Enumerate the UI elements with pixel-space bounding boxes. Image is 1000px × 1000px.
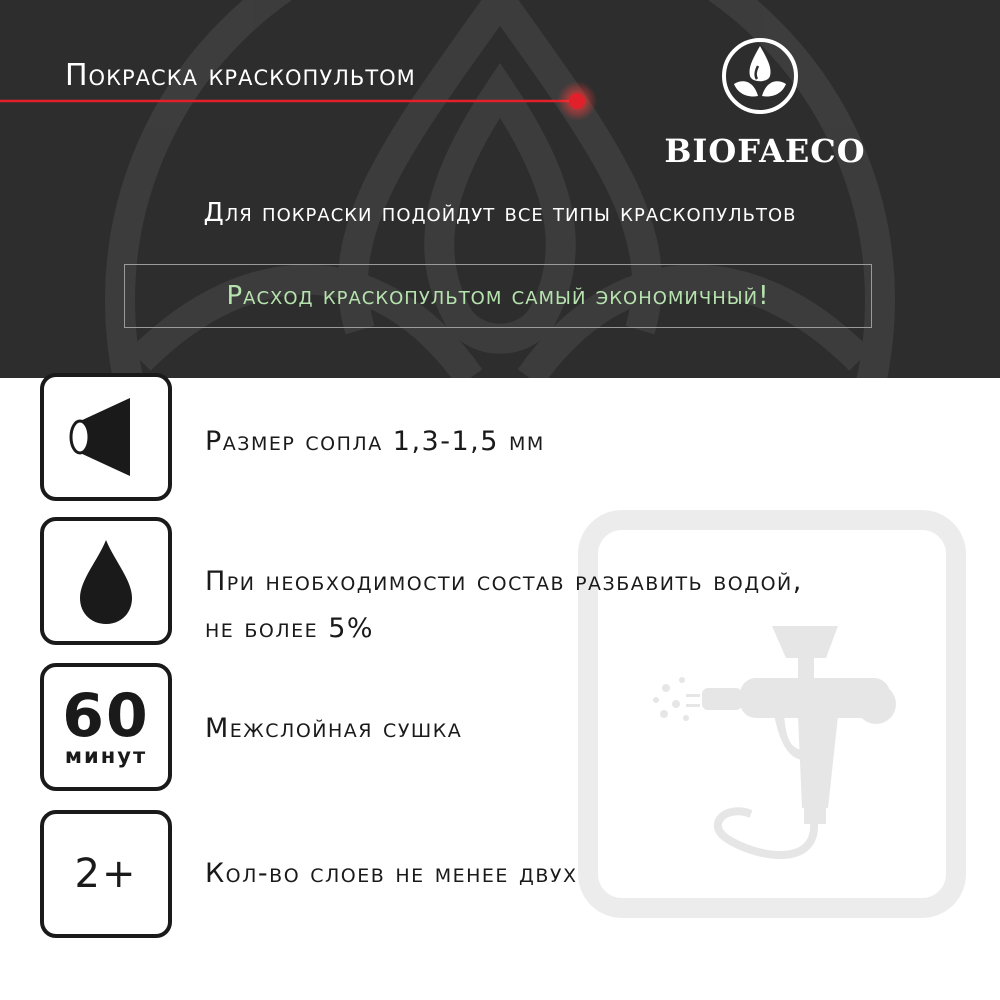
feature-layers-text: Кол-во слоев не менее двух bbox=[205, 858, 578, 889]
subtitle: Для покраски подойдут все типы краскопультов bbox=[203, 198, 797, 228]
layers-badge bbox=[40, 810, 172, 938]
highlight-text: Расход краскопультом самый экономичный! bbox=[226, 281, 770, 311]
feature-nozzle-text: Размер сопла 1,3-1,5 мм bbox=[205, 426, 545, 457]
layers-count: 2+ bbox=[74, 851, 138, 897]
red-accent-line bbox=[0, 0, 620, 120]
timer-badge-content bbox=[62, 681, 150, 768]
feature-dilution-text-line1: При необходимости состав разбавить водой, bbox=[205, 566, 803, 597]
nozzle-icon-box bbox=[40, 373, 172, 501]
highlight-box bbox=[124, 264, 872, 328]
biofaeco-logo-icon bbox=[720, 36, 800, 116]
timer-unit: минут bbox=[64, 744, 148, 768]
brand-name: BIOFAECO bbox=[664, 132, 866, 170]
timer-number: 60 bbox=[62, 681, 150, 751]
header-banner bbox=[0, 0, 1000, 378]
nozzle-icon bbox=[66, 392, 146, 482]
feature-dilution-text-line2: не более 5% bbox=[205, 613, 375, 644]
timer-badge bbox=[40, 663, 172, 791]
water-drop-icon bbox=[76, 536, 136, 626]
feature-drying-text: Межслойная сушка bbox=[205, 713, 463, 744]
water-drop-icon-box bbox=[40, 517, 172, 645]
page-title: Покраска краскопультом bbox=[65, 58, 416, 93]
